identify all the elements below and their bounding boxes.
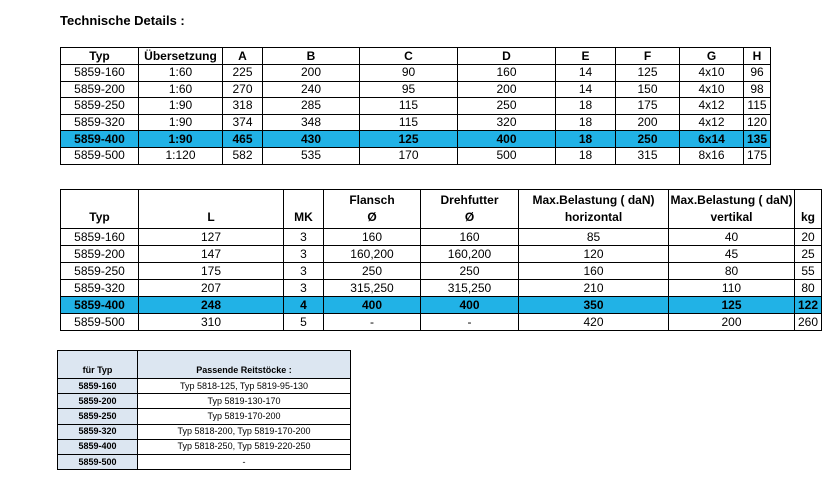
table-cell: 98 [744,81,771,98]
table-cell: 95 [360,81,458,98]
table-cell: 4x12 [680,98,744,115]
table-cell: 5859-250 [61,98,139,115]
table-row [58,379,351,394]
table-cell: 1:60 [139,65,223,82]
table-cell: 20 [795,229,822,246]
table-row [58,454,351,469]
table-cell: - [421,314,519,331]
header-max-belastung-vertikal: Max.Belastung ( daN) vertikal [669,190,795,229]
header-h: H [744,48,771,65]
table-cell: 5859-320 [58,424,138,439]
table-row [58,424,351,439]
table-cell: 5859-250 [58,409,138,424]
table-cell: 5859-400 [61,297,139,314]
table-cell: 5859-200 [58,394,138,409]
table-cell: 1:120 [139,147,223,164]
table-cell: 210 [519,280,669,297]
table-cell: 14 [556,81,616,98]
table-cell: Typ 5819-130-170 [138,394,351,409]
table-cell: 200 [669,314,795,331]
table-cell: 125 [616,65,680,82]
table-cell: 350 [519,297,669,314]
table-cell: 200 [263,65,360,82]
table-cell: 535 [263,147,360,164]
table-cell: 170 [360,147,458,164]
table-cell: 430 [263,131,360,148]
table-cell: 175 [616,98,680,115]
table-cell: 80 [669,263,795,280]
header-l: L [139,190,284,229]
header-passende-reitstoecke: Passende Reitstöcke : [138,351,351,379]
table-row [61,114,771,131]
header-c: C [360,48,458,65]
table-cell: 315,250 [421,280,519,297]
header-kg: kg [795,190,822,229]
table-row [61,229,822,246]
table-cell: 5859-200 [61,246,139,263]
table-cell: 200 [616,114,680,131]
header-fuer-typ: für Typ [58,351,138,379]
table-cell: 1:90 [139,131,223,148]
table-cell: 5859-400 [61,131,139,148]
table-cell: 285 [263,98,360,115]
table-cell: 122 [795,297,822,314]
table-cell: 374 [223,114,263,131]
table-cell: 225 [223,65,263,82]
table-cell: 160 [519,263,669,280]
table-cell: 318 [223,98,263,115]
table-cell: 18 [556,114,616,131]
table-cell: Typ 5818-125, Typ 5819-95-130 [138,379,351,394]
table-cell: 18 [556,131,616,148]
table-cell: 1:60 [139,81,223,98]
table-cell: 25 [795,246,822,263]
table-cell: 5859-160 [58,379,138,394]
table-cell: 125 [669,297,795,314]
table-row [61,98,771,115]
table-cell: 3 [284,229,324,246]
table-cell: 80 [795,280,822,297]
header-e: E [556,48,616,65]
table-cell: 1:90 [139,98,223,115]
table-cell: 40 [669,229,795,246]
table-row [58,409,351,424]
page-title: Technische Details : [60,13,185,28]
table-cell: 420 [519,314,669,331]
table-cell: 115 [360,114,458,131]
table-cell: 175 [744,147,771,164]
table-cell: 250 [458,98,556,115]
table-row [61,263,822,280]
table-cell: 127 [139,229,284,246]
table-cell: 4 [284,297,324,314]
table-cell: 5859-160 [61,229,139,246]
table-cell: 125 [360,131,458,148]
header-g: G [680,48,744,65]
table-cell: 270 [223,81,263,98]
table-cell: 110 [669,280,795,297]
header-mk: MK [284,190,324,229]
table-cell: 115 [360,98,458,115]
table-row [61,297,822,314]
table-cell: - [324,314,421,331]
header-a: A [223,48,263,65]
table-cell: 14 [556,65,616,82]
table-cell: Typ 5818-200, Typ 5819-170-200 [138,424,351,439]
table-cell: 248 [139,297,284,314]
table-cell: 5859-400 [58,439,138,454]
table-row [58,394,351,409]
table-cell: 160 [458,65,556,82]
table-row [61,131,771,148]
table-cell: 160 [324,229,421,246]
table-cell: 3 [284,246,324,263]
table-cell: 465 [223,131,263,148]
table-cell: 4x10 [680,81,744,98]
table-row [58,439,351,454]
table-cell: 160,200 [324,246,421,263]
table-cell: 175 [139,263,284,280]
table-cell: 8x16 [680,147,744,164]
header-b: B [263,48,360,65]
table-cell: 5859-250 [61,263,139,280]
table-cell: 310 [139,314,284,331]
table-cell: 96 [744,65,771,82]
table-cell: 400 [458,131,556,148]
table-cell: 200 [458,81,556,98]
header-f: F [616,48,680,65]
table-cell: 18 [556,98,616,115]
table-cell: 260 [795,314,822,331]
table-cell: 315 [616,147,680,164]
header-typ: Typ [61,190,139,229]
specs-table-load [60,189,822,331]
table-row [61,81,771,98]
table-cell: 147 [139,246,284,263]
table-row [61,280,822,297]
header-typ: Typ [61,48,139,65]
table-cell: 5859-320 [61,280,139,297]
table-cell: 400 [324,297,421,314]
table-cell: 5859-320 [61,114,139,131]
table-cell: 85 [519,229,669,246]
table-cell: 55 [795,263,822,280]
table-cell: 400 [421,297,519,314]
table-cell: 4x10 [680,65,744,82]
table-cell: 500 [458,147,556,164]
table-cell: 135 [744,131,771,148]
table-cell: 250 [421,263,519,280]
table-cell: 160 [421,229,519,246]
table-cell: 5859-200 [61,81,139,98]
table-cell: 3 [284,263,324,280]
table-cell: 115 [744,98,771,115]
table-cell: 3 [284,280,324,297]
table-cell: 90 [360,65,458,82]
table-cell: 250 [324,263,421,280]
table-cell: 6x14 [680,131,744,148]
header-uebersetzung: Übersetzung [139,48,223,65]
table-row [61,246,822,263]
specs-table-dimensions [60,47,771,165]
table-cell: 150 [616,81,680,98]
table-cell: - [138,454,351,469]
table-cell: 582 [223,147,263,164]
table-cell: 207 [139,280,284,297]
table-cell: Typ 5819-170-200 [138,409,351,424]
table-cell: 320 [458,114,556,131]
header-max-belastung-horizontal: Max.Belastung ( daN) horizontal [519,190,669,229]
table-cell: Typ 5818-250, Typ 5819-220-250 [138,439,351,454]
table-cell: 120 [519,246,669,263]
table-cell: 120 [744,114,771,131]
header-flansch: Flansch Ø [324,190,421,229]
table-cell: 5859-500 [61,314,139,331]
table-row [61,314,822,331]
table-cell: 5 [284,314,324,331]
tailstock-table [57,350,351,470]
table-cell: 1:90 [139,114,223,131]
table-row [61,147,771,164]
table-cell: 4x12 [680,114,744,131]
header-d: D [458,48,556,65]
table-cell: 160,200 [421,246,519,263]
table-cell: 5859-500 [61,147,139,164]
table-cell: 5859-500 [58,454,138,469]
header-drehfutter: Drehfutter Ø [421,190,519,229]
table-cell: 45 [669,246,795,263]
table-cell: 5859-160 [61,65,139,82]
table-cell: 250 [616,131,680,148]
table-cell: 240 [263,81,360,98]
table-cell: 18 [556,147,616,164]
table-row [61,65,771,82]
table-cell: 348 [263,114,360,131]
table-cell: 315,250 [324,280,421,297]
